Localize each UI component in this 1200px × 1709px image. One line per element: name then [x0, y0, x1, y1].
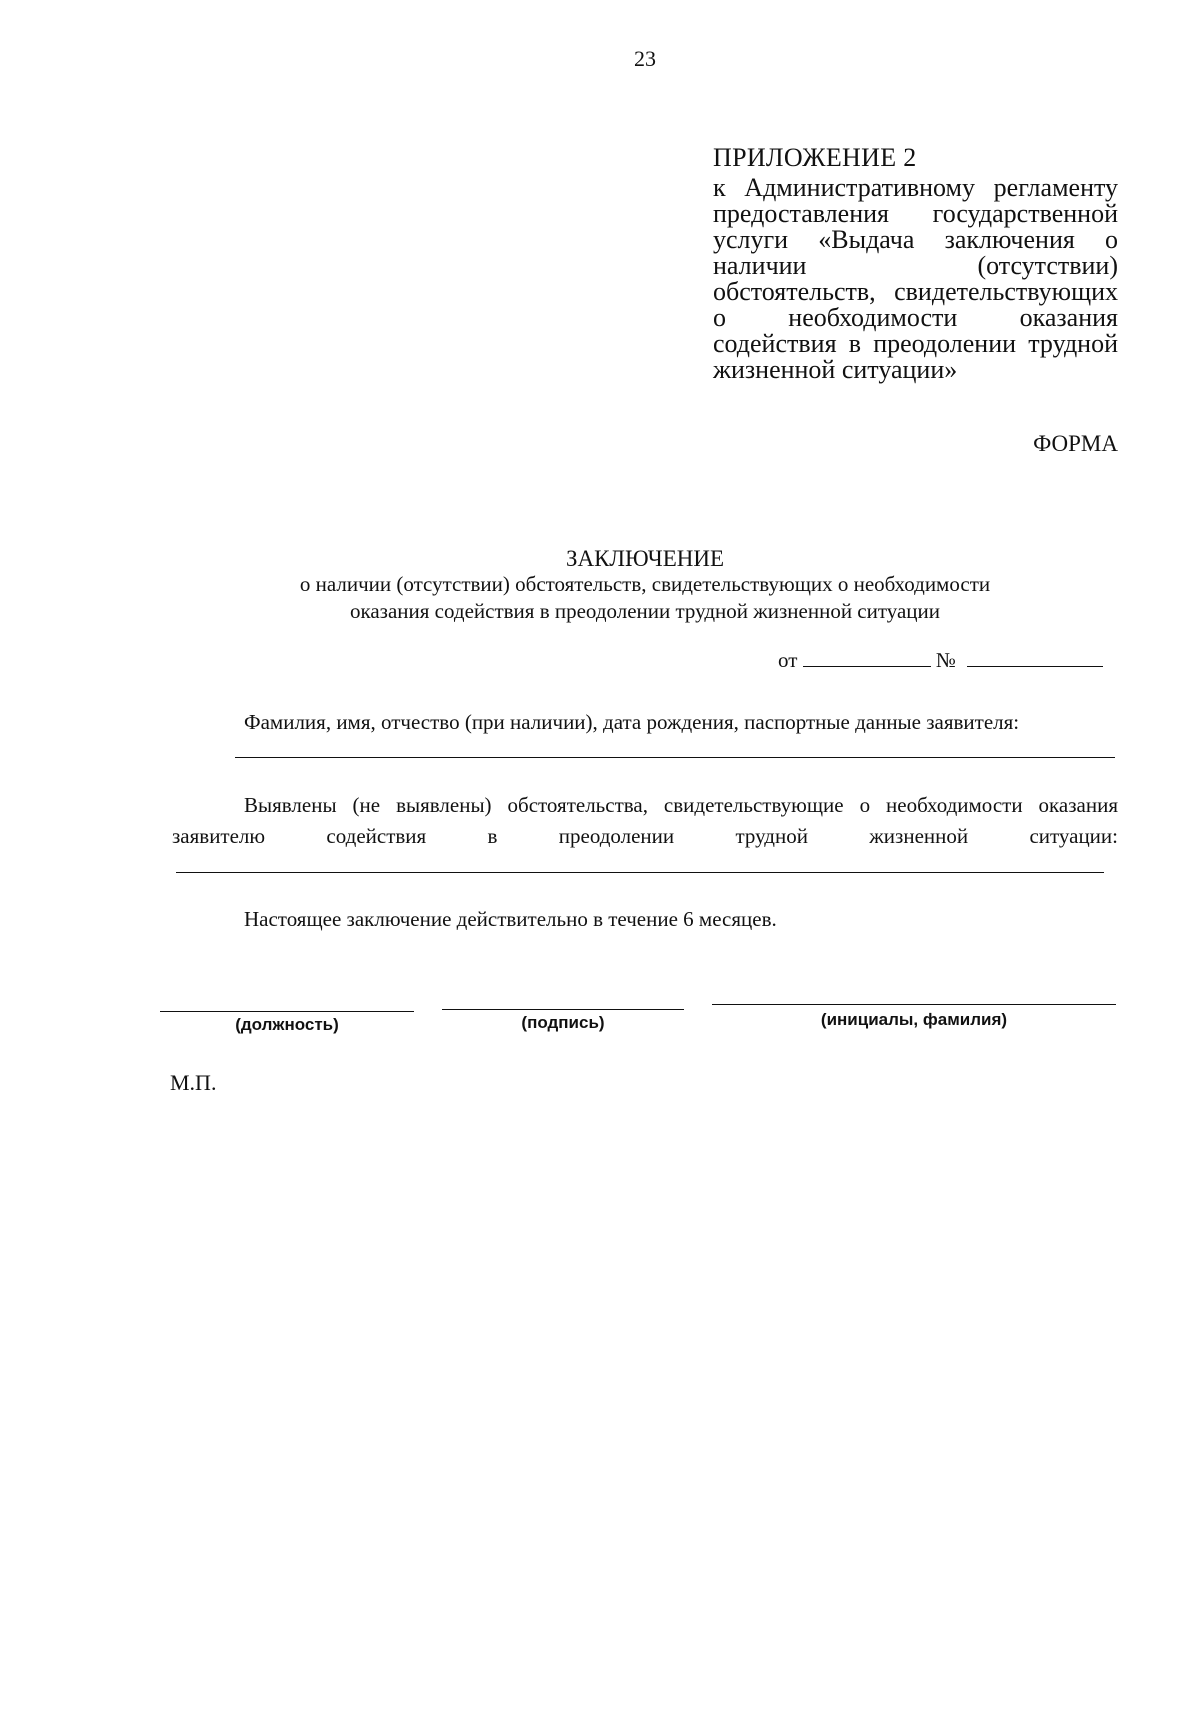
name-signature-line[interactable] [712, 1004, 1116, 1005]
position-signature-line[interactable] [160, 1011, 414, 1012]
applicant-paragraph [172, 707, 1118, 738]
date-field[interactable] [803, 648, 931, 667]
circumstances-label: Выявлены (не выявлены) обстоятельства, свидетельствующие о необходимости оказания заявителю содействия в преодолении трудной жизненной ситуации: [172, 793, 1118, 848]
appendix-title: ПРИЛОЖЕНИЕ 2 [713, 143, 917, 172]
document-subtitle [0, 571, 1200, 625]
appendix-text: к Административному регламенту предоставления государственной услуги «Выдача заключения о наличии (отсутствии) обстоятельств, свидетельствующих о необходимости оказания содействия в преодолении трудной жизненной ситуации» [713, 173, 1118, 384]
appendix-block [713, 143, 1118, 383]
circumstances-paragraph [172, 790, 1118, 852]
number-label: № [935, 648, 956, 672]
number-field[interactable] [967, 648, 1103, 667]
form-label: ФОРМА [1033, 431, 1118, 456]
page-number: 23 [634, 46, 656, 71]
validity-text: Настоящее заключение действительно в течение 6 месяцев. [244, 907, 777, 931]
stamp-place-label: М.П. [170, 1070, 217, 1095]
document-subtitle-line-2: оказания содействия в преодолении трудной жизненной ситуации [349, 599, 941, 623]
name-caption: (инициалы, фамилия) [820, 1010, 1008, 1029]
validity-paragraph [172, 904, 1118, 935]
signature-caption: (подпись) [521, 1013, 605, 1032]
document-subtitle-line-1: о наличии (отсутствии) обстоятельств, свидетельствующих о необходимости [299, 572, 991, 596]
date-number-line [778, 648, 1103, 672]
position-caption: (должность) [235, 1015, 339, 1034]
circumstances-input-line[interactable] [176, 872, 1104, 873]
signature-line[interactable] [442, 1009, 684, 1010]
applicant-input-line[interactable] [235, 757, 1115, 758]
date-from-label: от [778, 648, 798, 672]
document-title: ЗАКЛЮЧЕНИЕ [565, 546, 725, 571]
applicant-label: Фамилия, имя, отчество (при наличии), дата рождения, паспортные данные заявителя: [244, 710, 1020, 734]
